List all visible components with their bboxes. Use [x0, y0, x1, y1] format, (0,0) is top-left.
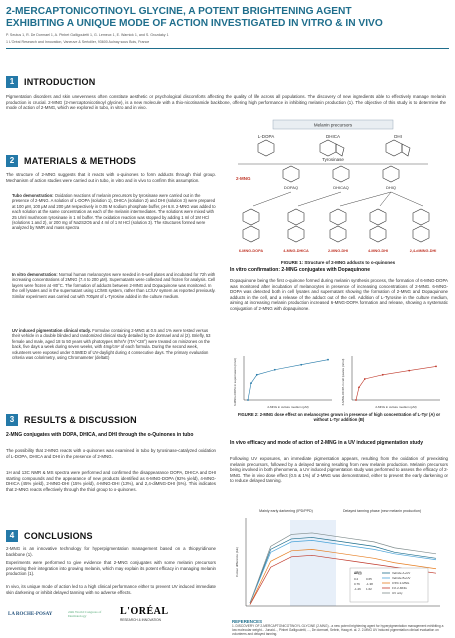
fig3-legend-label: Vehicle B+UV	[392, 576, 411, 580]
section-results-head	[6, 414, 137, 426]
invitro-subheading: In vitro confirmation: 2-MNG conjugates with Dopaquinone	[230, 267, 370, 273]
fig1-intermediate-3: DHIQ	[386, 185, 396, 190]
invitro-text: Dopaquinone being the first o-quinone formed during melanin synthesis process, the formation of 6-MNG-DOPA was monitored after incubation of melanocytes in presence of increasing concentrations of 2-MNG. 6-MNG-DOPA was detected both in cell lysates and supernatant showing the formation of 2-MNG and Dopaquinone adducts in the cell, and a release of the adduct out of the cell. Addition of L-Tyrosine in the culture medium, aiming at increasing melanin production increased 6-MNG-DOPA formation and release, showing a systematic conjugation of 2-MNG with dopaquinone.	[230, 278, 448, 311]
figure-2	[232, 352, 446, 428]
fig1-precursor-structures	[258, 140, 410, 156]
fig3-val-l1: 0.2	[354, 577, 359, 581]
poster-title	[6, 6, 446, 30]
fig2-ylabel-a: 6-MNG-DOPA in supernatant (nmol)	[233, 358, 237, 406]
bullet-head: UV induced pigmentation clinical study.	[12, 328, 92, 333]
lrp-logo: LA ROCHE-POSAY	[8, 612, 53, 617]
bullet-text: Normal human melanocytes were seeded in 6-well plates and incubated for 72h with increasing concentrations of 2MNG (7.4 to 200 µM). Supernatants were collected and frozen for analysis. Cell layers were frozen at -80°C. The formation of adducts between 2-MNG and Dopaquinone was monitored. In the cell lysates and in the supernatant using LC/MS system, rather than LC/UV system as reported previously. Similar experiment was carried out with 700µM of L-Tyrosine added in the culture medium.	[12, 272, 216, 299]
section-conclusions-head	[6, 530, 93, 542]
fig2-point	[355, 399, 357, 401]
methods-intro: The structure of 2-MNG suggests that it reacts with o-quinones to form adducts through thiol group. Mechanism of action studies were carried out in tubo, in vitro and in vivo to confirm this assumption.	[6, 172, 216, 183]
fig1-top-label: Melanin precursors	[313, 122, 353, 128]
figure-3	[232, 506, 446, 618]
fig1-precursor-3: DHI	[394, 134, 402, 139]
results-subheading: 2-MNG conjugates with DOPA, DHICA, and DHI through the o-Quinones in tubo	[6, 432, 194, 438]
fig3-val-l3: -1.26	[354, 587, 361, 591]
conclusions-text-1: 2-MNG is an innovative technology for hyperpigmentation management based on a thiopyridinone backbone (1).	[6, 546, 216, 557]
fig1-product-4: 4-MNG-DHI	[367, 249, 389, 253]
fig3-val-r2: -1.38	[366, 582, 373, 586]
header-divider	[6, 48, 449, 49]
bullet-head: Tubo demonstration:	[12, 193, 54, 198]
section-number: 1	[6, 76, 18, 88]
loreal-logo: L'ORÉAL	[120, 606, 169, 617]
authors: P. Seutus 1, R. De Dormael 1, A. Pinbet Galligouletti 1, G. Lemeux 1, E. Warnick 1, and S. Grozdaky 1	[6, 33, 169, 37]
fig2-point	[382, 374, 384, 376]
fig2-point	[435, 366, 437, 368]
fig2-point	[256, 374, 258, 376]
section-number: 3	[6, 414, 18, 426]
invivo-text: Following UV exposures, an immediate pigmentation appears, resulting from the oxidation of preexisting melanin precursors, followed by a delayed tanning resulting from new melanin production. Melanin precursors being involved in both phenomena, a UV induced pigmentation study was performed to assess the efficacy of 2-MNG. The in vivo dose effect (0.5 & 1%) of 2-MNG was demonstrated, either to prevent the early darkening or to reduce delayed tanning.	[230, 456, 448, 484]
bullet-text: Formulae containing 2-MNG at 0.5 and 1% were tested versus their vehicle in a double blinded and randomized clinical study detailed by De dormael and al (2). Briefly, 53 female and male, aged 18 to 50 years with phototypes III/IV/V (ITA°<28°) were treated on minizones on the back, five days a week during seven weeks, with 4mg/cm² of each formula. During the second week, volunteers were exposed under 0.5MED of UV-daylight during 4 consecutive days. The primary evaluation criteria was colorimetry, using Chromameter (deltaE)	[12, 328, 211, 361]
fig1-product-2: 4-MNG-DHICA	[283, 249, 309, 253]
loreal-sub-logo: RESEARCH & INNOVATION	[120, 618, 161, 622]
fig2-point	[250, 382, 252, 384]
fig2-xlabel-a: 2-MNG in culture medium (µM)	[267, 405, 309, 409]
fig3-val-l2: 0.76	[354, 582, 360, 586]
methods-bullet-tubo	[12, 193, 216, 231]
fig2-series-b	[355, 366, 437, 401]
fig1-intermediate-structures	[283, 166, 399, 182]
fig3-val-r3: 1.62	[366, 587, 372, 591]
bullet-text: Oxidation reactions of melanin precursors by tyrosinase were carried out in the presence of 2-MNG. A solution of L-DOPA (solution 1), DHICA (solution 2) and DHI (solution 3) were prepared at 100 µM, 100 µM and 200 µM respectively in 0.05 M sodium phosphate buffer, pH 6.8. 2-MNG was added to each solution at the same concentration as each of the melanin intermediates. The solutions were mixed with 25 U/ml mushroom tyrosinase in 1 ml buffer. The oxidation reaction was stopped by adding 1 ml of 1M HCl (solutions 1 and 2), or 200 mg of Na2S2O5 and 4 ml of 1 M HCl (solution 3). The structures formed were analyzed by NMR and mass spectra	[12, 193, 216, 231]
fig2-xlabel-b: 2-MNG in culture medium (µM)	[375, 405, 417, 409]
fig3-phase-1: Mainly early darkening (IPD/PPD)	[259, 509, 313, 513]
congress-logo: 24th World Congress of Dermatology	[68, 610, 102, 618]
fig2-point	[300, 364, 302, 366]
section-number: 4	[6, 530, 18, 542]
section-title: MATERIALS & METHODS	[24, 156, 137, 166]
fig3-legend-label: 0.5% 2-MNG	[392, 581, 410, 585]
fig2-point	[247, 399, 249, 401]
references-text: 1. DISCOVERY OF 2-MERCAPTONICOTINOYL GLYCINE (2-MNG) - a new potent brightening agent for hyperpigmentation management exhibiting a low molecular weight... Junaid..., Pinbet Galligouletti, ..., De dormael, Sebrin, Haag et. al. 2. 2-MNG UV induced pigmentation clinical evaluation on volunteers and delayed tanning.	[232, 624, 444, 636]
fig1-product-5: 2,4-diMNG-DHI	[409, 249, 437, 253]
fig2-point	[364, 378, 366, 380]
methods-bullet-invivo	[12, 328, 216, 360]
fig1-enzyme: Tyrosinase	[322, 157, 344, 162]
section-number: 2	[6, 155, 18, 167]
results-text-1: The possibility that 2-MNG reacts with o-quinones was examined in tubo by tyrosinase-catalyzed oxidation of L-DOPA, DHICA and DHI in the presence of 2-MNG.	[6, 448, 216, 459]
fig1-arrows	[253, 192, 423, 206]
section-intro-head	[6, 76, 95, 88]
fig3-legend-label: UV only	[392, 591, 403, 595]
fig3-val-r1: 0.65	[366, 577, 372, 581]
fig2-point	[408, 370, 410, 372]
fig1-product-3: 2-MNG-DHI	[327, 249, 349, 253]
fig1-caption: FIGURE 1: Structure of 2-MNG adducts to o-quinones	[280, 260, 396, 265]
invivo-subheading: In vivo efficacy and mode of action of 2-MNG in a UV induced pigmentation study	[230, 440, 424, 446]
section-title: INTRODUCTION	[24, 77, 96, 87]
references-title: REFERENCES	[232, 619, 263, 624]
fig2-caption: FIGURE 2: 2-MNG dose effect on melanocytes grown in presence of high concentration of L-Tyr (A) or without L-Tyr addition (B)	[237, 412, 441, 422]
affiliation: 1 L'Oréal Research and Innovation, Vaneuve & Sertoliler, 93600 Aulnay sous Bois, France	[6, 40, 150, 44]
fig3-legend-label: Vehicle A+UV	[392, 571, 411, 575]
fig2-point	[274, 369, 276, 371]
figure-3-chart	[232, 506, 446, 618]
fig2-series-a	[247, 359, 329, 401]
fig2-line	[356, 366, 436, 400]
section-title: RESULTS & DISCUSSION	[24, 415, 137, 425]
methods-bullet-invitro	[12, 272, 216, 299]
figure-1-diagram	[228, 118, 448, 278]
fig1-intermediate-1: DOPAQ	[283, 185, 299, 190]
fig3-phase-2: Delayed tanning phase (new melanin production)	[342, 509, 422, 513]
title-line-2: EXHIBITING A UNIQUE MODE OF ACTION INVESTIGATED IN VITRO & IN VIVO	[6, 18, 383, 29]
figure-2-chart	[232, 352, 446, 412]
results-text-2: 1H and 13C NMR & MS spectra were performed and confirmed the disappearance DOPA, DHICA and DHI starting compounds and the appearance of new products identified as 6-MNG-DOPA (92% yield), 4-MNG-DHICA (45% yield), 2-MNG-DHI (15% yield), 4-MNG-DHI (13%), and 2,4-diMNG-DHI (5%). This indicates that 2-MNG reacts effectively through the thiol group to o-quinones.	[6, 470, 216, 492]
fig2-point	[358, 387, 360, 389]
section-methods-head	[6, 155, 136, 167]
fig3-ylabel: Colour difference (ΔE)	[235, 547, 239, 577]
fig1-intermediate-2: DHICAQ	[333, 185, 349, 190]
fig2-point	[327, 359, 329, 361]
intro-text: Pigmentation disorders and skin unevenness often constitute aesthetic or psychological discomforts affecting the quality of life across all populations. The discovery of new ingredients able to effectively manage melanin production is crucial. 2-MNG (2-mercaptonicotinoyl glycine), is a new molecule with a thio-nicotinamide backbone, offering high performance in inhibiting melanin production (1). The objective of this study is to determine the mode of action of 2-MNG, which we explored in tubo, in vitro and in vivo.	[6, 94, 446, 111]
fig1-product-1: 6-MNG-DOPA	[238, 249, 264, 253]
fig1-precursor-1: L-DOPA	[257, 134, 275, 139]
figure-1	[228, 118, 448, 278]
fig1-reagent: 2-MNG	[236, 176, 251, 181]
fig2-line	[248, 360, 328, 400]
conclusions-text-2: Experiments were performed to give evidence that 2-MNG conjugates with some melanin precursors preventing their integration into growing melanin, which may explain its potent efficacy in managing melanin production (1).	[6, 560, 216, 577]
fig3-legend-label: 1% 2-MNG	[392, 586, 407, 590]
fig1-product-structures	[243, 209, 429, 242]
fig1-precursor-2: DHICA	[325, 134, 341, 139]
title-line-1: 2-MERCAPTONICOTINOYL GLYCINE, A POTENT BRIGHTENING AGENT	[6, 6, 352, 17]
fig2-ylabel-b: 6-MNG-DOPA in cell lysates (nmol)	[341, 358, 345, 406]
section-title: CONCLUSIONS	[24, 531, 93, 541]
bullet-head: In vitro demonstration:	[12, 272, 58, 277]
fig3-legend-title: ΔE(t)	[354, 571, 362, 575]
conclusions-text-3: In vivo, its unique mode of action led to a high clinical performance either to prevent UV induced immediate skin darkening or inhibit delayed tanning with no adverse effects.	[6, 584, 216, 595]
